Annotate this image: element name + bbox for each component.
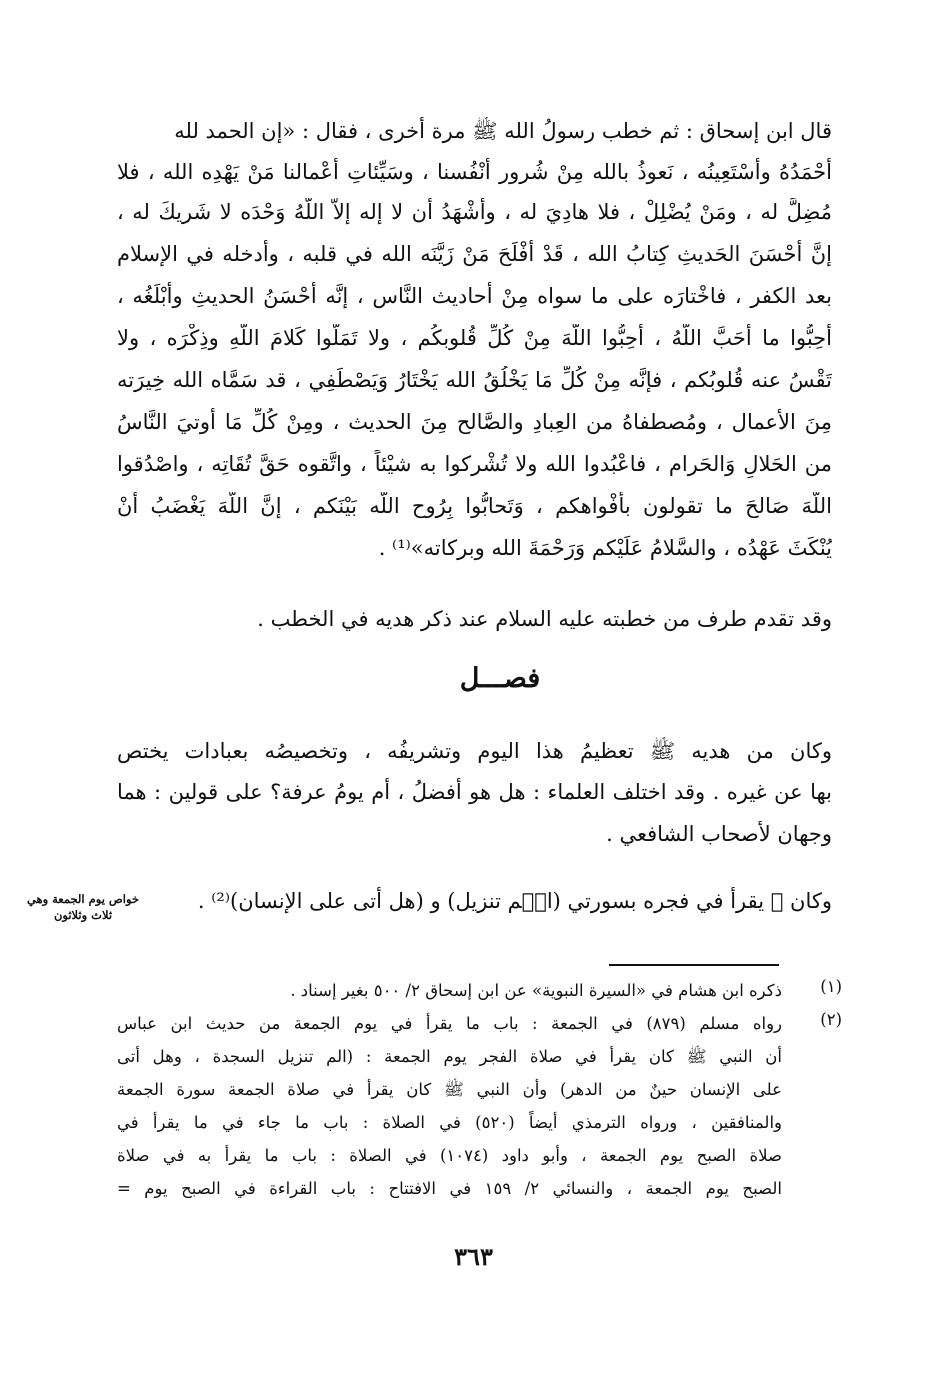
footnote-number: (١)	[820, 977, 842, 996]
margin-note-line: ثلاث وثلاثون	[53, 907, 113, 922]
body-line: وكان ﷺ يقرأ في فجره بسورتي (الۤم تنزيل) و (هل أتى على الإنسان)⁽²⁾ .	[197, 889, 832, 913]
footnote-line: أن النبي ﷺ كان يقرأ في صلاة الفجر يوم الجمعة : (الم تنزيل السجدة ، وهل أتى	[117, 1047, 782, 1066]
body-line: وجهان لأصحاب الشافعي .	[606, 822, 832, 846]
body-line: وكان من هديه ﷺ تعظيمُ هذا اليوم وتشريفُه ، وتخصيصُه بعبادات يختص	[117, 739, 832, 763]
footnote-line: الصبح يوم الجمعة ، والنسائي ٢/ ١٥٩ في الافتتاح : باب القراءة في الصبح يوم =	[117, 1179, 782, 1198]
note-line: وقد تقدم طرف من خطبته عليه السلام عند ذكر هديه في الخطب .	[257, 607, 832, 631]
body-line: بعد الكفر ، فاخْتارَه على ما سواه مِنْ أحاديث النَّاس ، إنَّه أحْسَنُ الحديثِ وأبْلَغُه ،	[117, 284, 832, 308]
footnote-number: (٢)	[820, 1010, 842, 1029]
body-line: إنَّ أحْسَنَ الحَديثِ كِتابُ الله ، قَدْ أفْلَحَ مَنْ زَيَّنَه الله في قلبه ، وأدخله في الإسلام	[117, 242, 832, 266]
margin-note	[5, 892, 161, 923]
footnote-line: صلاة الصبح يوم الجمعة ، وأبو داود (١٠٧٤) في الصلاة : باب ما يقرأ به في صلاة	[117, 1146, 782, 1165]
section-heading: فصـــل	[459, 663, 541, 694]
body-line: يُنْكَثَ عَهْدُه ، والسَّلامُ عَلَيْكم وَرَحْمَةَ الله وبركاته»⁽¹⁾ .	[378, 536, 832, 560]
page-number: ٣٦٣	[454, 1242, 493, 1271]
body-line: مِنَ الأعمال ، ومُصطفاهُ من العِبادِ والصَّالح مِنَ الحديث ، ومِنْ كُلِّ مَا أُوتيَ النَّاسُ	[117, 410, 832, 434]
body-line: تَقْسُ عنه قُلوبُكم ، فإنَّه مِنْ كُلِّ مَا يَخْلُقُ الله يَخْتَارُ وَيَصْطَفِي ، قد سَمَّاه الله خِيرَته	[117, 368, 832, 392]
margin-note-line: خواص يوم الجمعة وهي	[26, 892, 140, 906]
footnote-line: على الإنسان حينٌ من الدهر) وأن النبي ﷺ كان يقرأ في صلاة الجمعة سورة الجمعة	[117, 1080, 782, 1099]
footnote-line: ذكره ابن هشام في «السيرة النبوية» عن ابن إسحاق ٢/ ٥٠٠ بغير إسناد .	[290, 981, 782, 1000]
body-line: قال ابن إسحاق : ثم خطب رسولُ الله ﷺ مرة أخرى ، فقال : «إن الحمد لله	[174, 119, 832, 143]
body-line: من الحَلالِ وَالحَرام ، فاعْبُدوا الله ولا تُشْركوا به شيْئاً ، واتَّقوه حَقَّ تُقَاتِه ، واصْدُقوا	[117, 452, 832, 476]
body-line: اللَّهَ صَالحَ ما تقولون بأفْواهكم ، وَتَحابُّوا بِرُوح اللَّه بَيْنَكم ، إنَّ اللَّهَ يَغْضَبُ أنْ	[117, 494, 832, 518]
footnote-separator	[609, 964, 779, 966]
body-line: أَحْمَدُهُ وأَسْتَعِينُه ، نَعوذُ بالله مِنْ شُرور أنْفُسنا ، وسَيِّئاتِ أعْمالنا مَنْ يَهْدِه الله ، فلا	[117, 160, 832, 184]
body-line: مُضِلَّ له ، ومَنْ يُضْلِلْ ، فلا هادِيَ له ، وأشْهَدُ أن لا إله إلاَّ اللَّهُ وَحْدَه لا شَريكَ له ،	[117, 200, 832, 224]
footnote-line: رواه مسلم (٨٧٩) في الجمعة : باب ما يقرأ في يوم الجمعة من حديث ابن عباس	[117, 1014, 782, 1033]
footnote-line: والمنافقين ، ورواه الترمذي أيضاً (٥٢٠) في الصلاة : باب ما جاء في ما يقرأ في	[117, 1113, 782, 1132]
body-line: أَحِبُّوا ما أَحَبَّ اللَّهُ ، أَحِبُّوا اللَّهَ مِنْ كُلِّ قُلوبكُم ، ولا تَمَلُّوا كَلامَ اللَّهِ وذِكْرَه ، ولا	[117, 326, 832, 350]
body-line: بها عن غيره . وقد اختلف العلماء : هل هو أفضلُ ، أم يومُ عرفة؟ على قولين : هما	[117, 780, 832, 804]
